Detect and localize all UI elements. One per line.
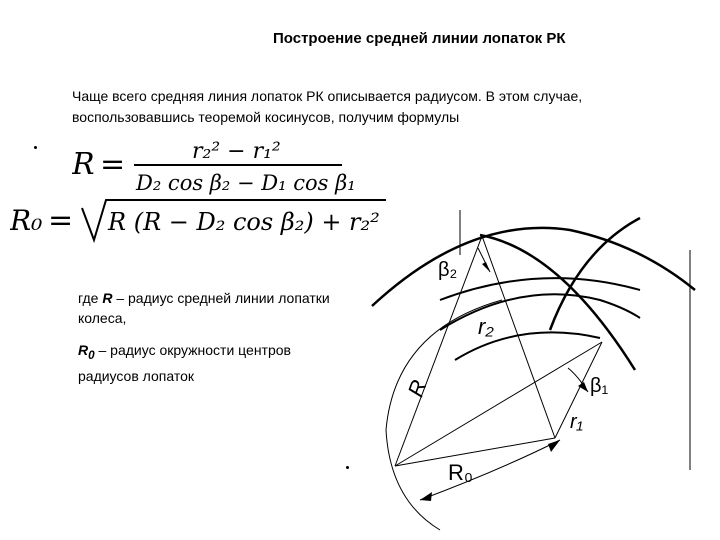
arrowhead [420, 492, 432, 501]
formula-R0-body: R (R − D₂ cos β₂) + r₂² [108, 208, 380, 236]
blade-arc [440, 278, 640, 300]
page-title: Построение средней линии лопаток РК [273, 30, 566, 47]
formula-R-numerator: r₂² − r₁² [192, 139, 281, 164]
label-r1: r₁ [570, 411, 583, 433]
formula-R-denominator: D₂ cos β₂ − D₁ cos β₁ [136, 171, 356, 195]
blade-arc [480, 235, 635, 370]
definition-R-text: – радиус средней линии лопатки колеса, [78, 290, 330, 326]
definition-R: где R – радиус средней линии лопатки колеса, [78, 290, 330, 326]
formula-R0-lhs: R₀ [10, 204, 43, 237]
definition-R0-text: – радиус окружности центров радиусов лопаток [78, 342, 291, 384]
formula-R0-equals: = [48, 203, 74, 238]
label-R0: R₀ [448, 460, 474, 485]
intro-text: Чаще всего средняя линия лопаток РК описывается радиусом. В этом случае, воспользовавшись теоремой косинусов, получим формулы [72, 88, 583, 125]
label-beta1: β₁ [590, 375, 609, 397]
label-r2: r₂ [478, 314, 494, 339]
arrowhead [482, 262, 490, 272]
symbol-R0: $R_0$ [78, 342, 95, 362]
arrowhead [548, 440, 560, 452]
label-beta2: β₂ [438, 259, 458, 281]
label-R: R [402, 376, 432, 401]
formula-R-equals: = [100, 147, 126, 182]
inner-circle-r1 [440, 294, 640, 330]
outer-circle-r2 [372, 228, 695, 306]
symbol-R: R [102, 290, 113, 306]
formula-R-lhs: R [72, 147, 95, 182]
